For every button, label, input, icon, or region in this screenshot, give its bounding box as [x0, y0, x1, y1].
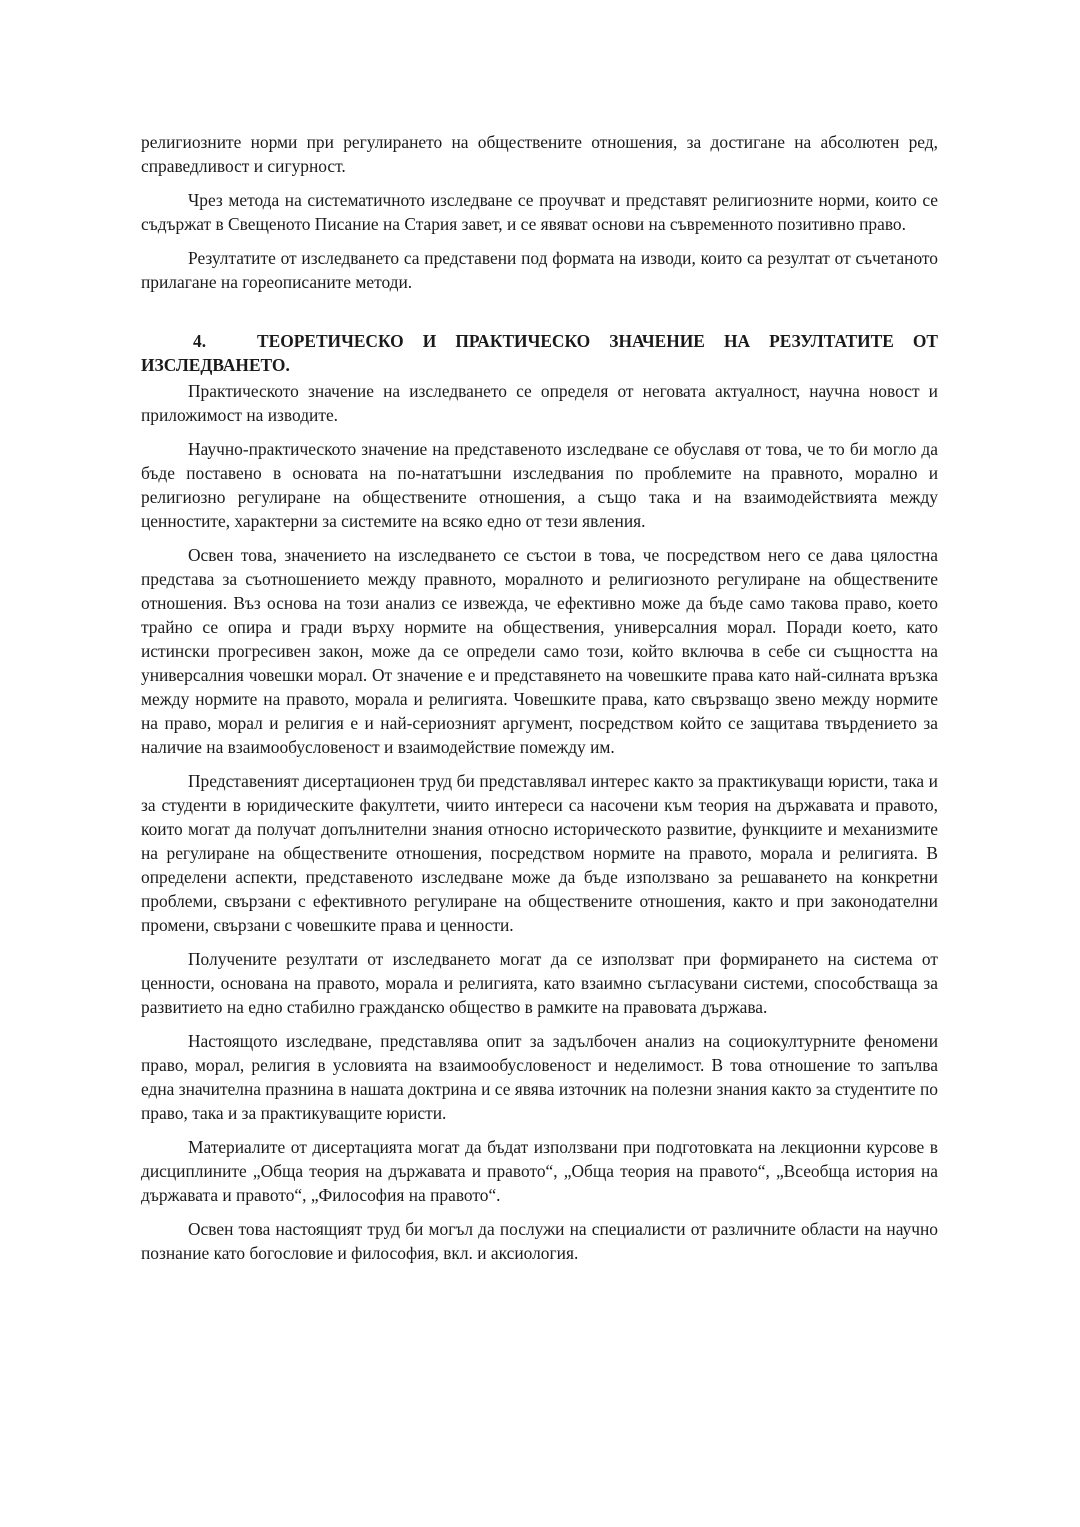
paragraph-systematic-method: Чрез метода на систематичното изследване се проучват и представят религиозните норми, които се съдържат в Свещеното Писание на Стария завет, и се явяват основи на съвременното позитивно право. — [141, 190, 938, 234]
paragraph-results: Резултатите от изследването са представени под формата на изводи, които са резултат от съчетаното прилагане на гореописаните методи. — [141, 248, 938, 292]
paragraph-specialists: Освен това настоящият труд би могъл да послужи на специалисти от различните области на научно познание като богословие и философия, вкл. и аксиология. — [141, 1219, 938, 1263]
paragraph-practical-significance: Практическото значение на изследването се определя от неговата актуалност, научна новост и приложимост на изводите. — [141, 381, 938, 425]
document-page — [141, 130, 938, 1275]
paragraph-continued: религиозните норми при регулирането на обществените отношения, за достигане на абсолютен ред, справедливост и сигурност. — [141, 132, 938, 176]
paragraph-comprehensive-view: Освен това, значението на изследването се състои в това, че посредством него се дава цялостна представа за съотношението между правното, моралното и религиозното регулиране на обществените отношения. Въз основа на този анализ се извежда, че ефективно може да бъде само такова право, което трайно се опира и гради върху нормите на обществения, универсалния морал. Поради което, като истински прогресивен закон, може да се определи само този, който включва в себе си същността на универсалния човешки морал. От значение е и представянето на човешките права като най-силната връзка между нормите на правото, морала и религията. Човешките права, като свързващо звено между нормите на право, морал и религия е и най-сериозният аргумент, посредством който се защитава твърдението за наличие на взаимообусловеност и взаимодействие помежду им. — [141, 545, 938, 757]
section-heading — [141, 329, 938, 377]
section-title: ТЕОРЕТИЧЕСКО И ПРАКТИЧЕСКО ЗНАЧЕНИЕ НА РЕЗУЛТАТИТЕ ОТ ИЗСЛЕДВАНЕТО. — [141, 331, 938, 375]
paragraph-lecture-courses: Материалите от дисертацията могат да бъдат използвани при подготовката на лекционни курсове в дисциплините „Обща теория на държавата и правото“, „Обща теория на правото“, „Всеобща история на държавата и правото“, „Философия на правото“. — [141, 1137, 938, 1205]
paragraph-analysis-attempt: Настоящото изследване, представлява опит за задълбочен анализ на социокултурните феномени право, морал, религия в условията на взаимообусловеност и неделимост. В това отношение то запълва една значителна празнина в нашата доктрина и се явява източник на полезни знания както за студентите по право, така и за практикуващите юристи. — [141, 1031, 938, 1123]
section-number: 4. — [193, 331, 207, 351]
paragraph-audience: Представеният дисертационен труд би представлявал интерес както за практикуващи юристи, така и за студенти в юридическите факултети, чиито интереси са насочени към теория на държавата и правото, които могат да получат допълнителни знания относно историческото развитие, функциите и механизмите на регулиране на обществените отношения, посредством нормите на правото, морала и религията. В определени аспекти, представеното изследване може да бъде използвано за решаването на конкретни проблеми, свързани с ефективното регулиране на обществените отношения, както и при законодателни промени, свързани с човешките права и ценности. — [141, 771, 938, 935]
paragraph-value-system: Получените резултати от изследването могат да се използват при формирането на система от ценности, основана на правото, морала и религията, като взаимно съгласувани системи, способстваща за развитието на едно стабилно гражданско общество в рамките на правовата държава. — [141, 949, 938, 1017]
paragraph-scientific-practical: Научно-практическото значение на представеното изследване се обуславя от това, че то би могло да бъде поставено в основата на по-нататъшни изследвания по проблемите на правното, моралнo и религиозно регулиране на обществените отношения, а също така и на взаимодействията между ценностите, характерни за системите на всяко едно от тези явления. — [141, 439, 938, 531]
